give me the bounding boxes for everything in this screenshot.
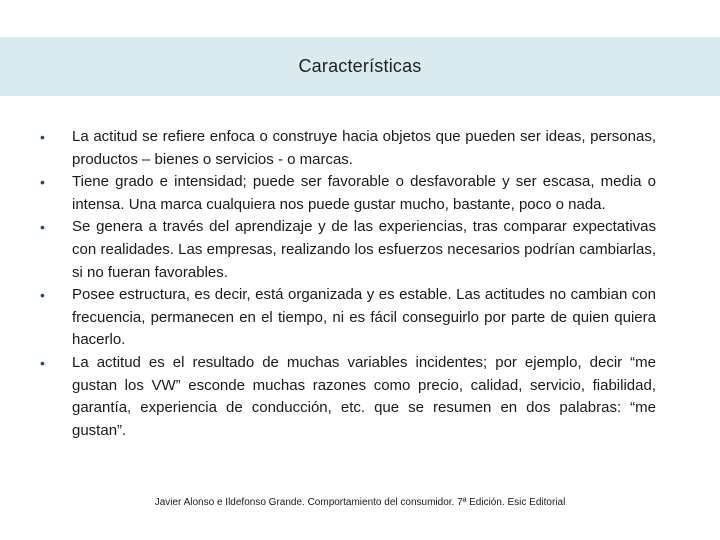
bullet-text: La actitud se refiere enfoca o construye hacia objetos que pueden ser ideas, personas, productos – bienes o servicios - o marcas. [72,128,656,168]
citation: Javier Alonso e Ildefonso Grande. Comportamiento del consumidor. 7ª Edición. Esic Editorial [154,497,566,508]
bullet-text: La actitud es el resultado de muchas variables incidentes; por ejemplo, decir “me gustan los VW” esconde muchas razones como precio, calidad, servicio, fiabilidad, garantía, experiencia de conducción, etc. que se resumen en dos palabras: “me gustan”. [72,353,656,439]
bullet-icon: • [40,219,45,236]
list-item [40,171,656,216]
list-item [40,284,656,352]
bullet-icon: • [40,129,45,145]
bullet-icon: • [40,354,45,371]
list-item [40,352,656,442]
page-title: Características [298,56,422,76]
bullet-text: Tiene grado e intensidad; puede ser favorable o desfavorable y ser escasa, media o intensa. Una marca cualquiera nos puede gustar mucho, bastante, poco o nada. [72,173,656,213]
title-bar [0,37,720,96]
list-item [40,126,656,171]
bullet-list [40,126,656,442]
bullet-text: Posee estructura, es decir, está organizada y es estable. Las actitudes no cambian con frecuencia, permanecen en el tiempo, ni es fácil conseguirlo por parte de quien quiera hacerlo. [72,286,656,349]
bullet-text: Se genera a través del aprendizaje y de las experiencias, tras comparar expectativas con realidades. Las empresas, realizando los esfuerzos necesarios podrían cambiarlas, si no fueran favorables. [72,218,656,281]
bullet-icon: • [40,287,45,304]
list-item [40,216,656,284]
bullet-icon: • [40,174,45,191]
